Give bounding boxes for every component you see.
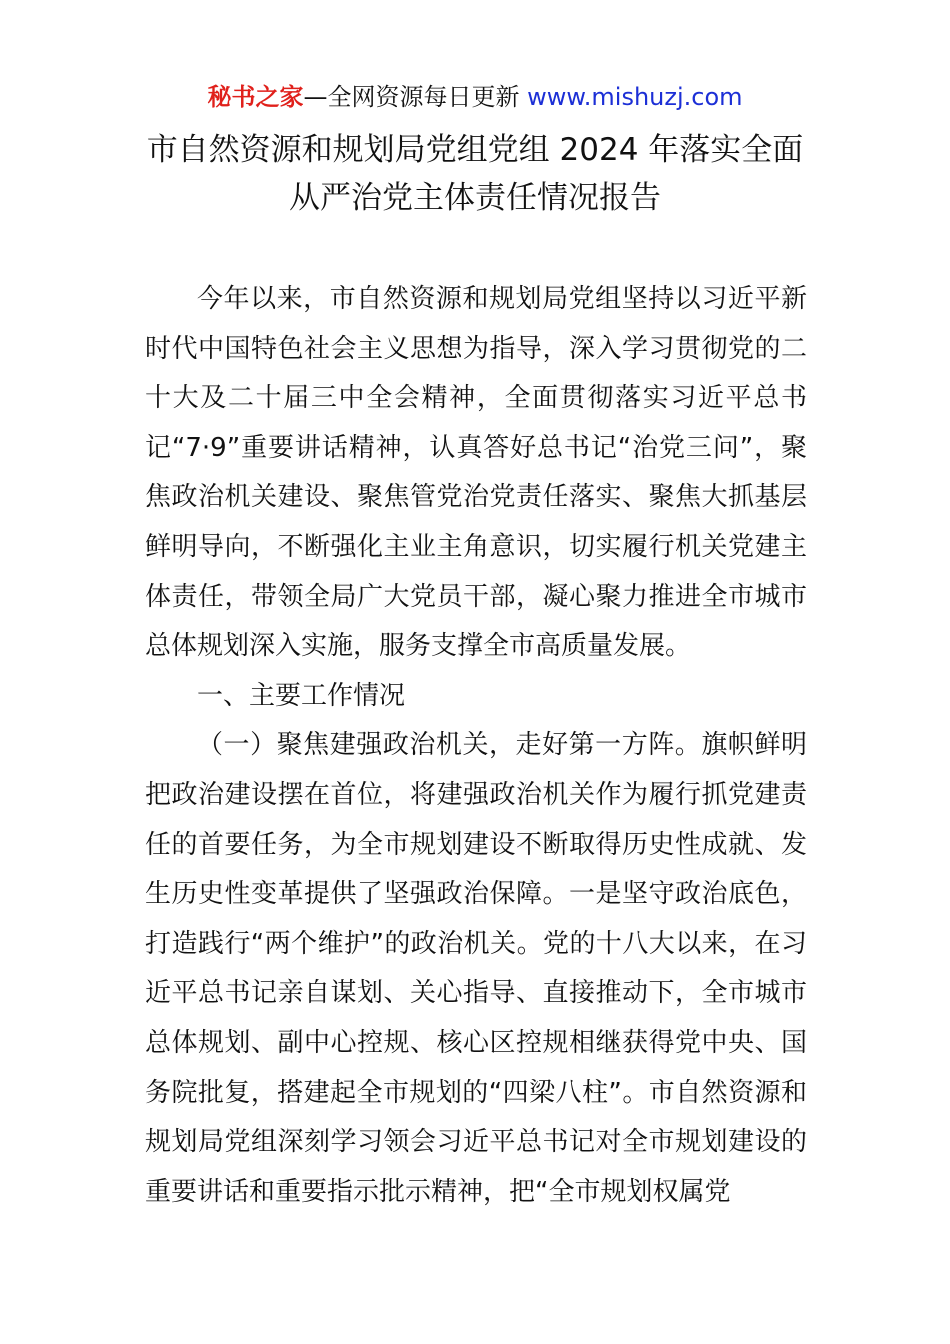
intro-paragraph: 今年以来，市自然资源和规划局党组坚持以习近平新时代中国特色社会主义思想为指导，深入学习贯彻党的二十大及二十届三中全会精神，全面贯彻落实习近平总书记“7·9”重要讲话精神，认真答好总书记“治党三问”，聚焦政治机关建设、聚焦管党治党责任落实、聚焦大抓基层鲜明导向，不断强化主业主角意识，切实履行机关党建主体责任，带领全局广大党员干部，凝心聚力推进全市城市总体规划深入实施，服务支撑全市高质量发展。 — [145, 284, 807, 662]
site-watermark-header — [0, 80, 950, 114]
document-title — [0, 126, 950, 222]
document-body — [145, 275, 807, 1217]
site-url-link[interactable]: www.mishuzj.com — [527, 83, 743, 111]
document-title-line-1: 市自然资源和规划局党组党组 2024 年落实全面 — [146, 132, 804, 168]
document-title-line-2: 从严治党主体责任情况报告 — [289, 180, 661, 216]
site-tagline: —全网资源每日更新 — [303, 83, 520, 111]
site-brand: 秘书之家 — [207, 83, 304, 111]
section-heading: 一、主要工作情况 — [197, 680, 406, 711]
section-paragraph: （一）聚焦建强政治机关，走好第一方阵。旗帜鲜明把政治建设摆在首位，将建强政治机关作为履行抓党建责任的首要任务，为全市规划建设不断取得历史性成就、发生历史性变革提供了坚强政治保障。一是坚守政治底色，打造践行“两个维护”的政治机关。党的十八大以来，在习近平总书记亲自谋划、关心指导、直接推动下，全市城市总体规划、副中心控规、核心区控规相继获得党中央、国务院批复，搭建起全市规划的“四梁八柱”。市自然资源和规划局党组深刻学习领会习近平总书记对全市规划建设的重要讲话和重要指示批示精神，把“全市规划权属党 — [145, 730, 807, 1207]
